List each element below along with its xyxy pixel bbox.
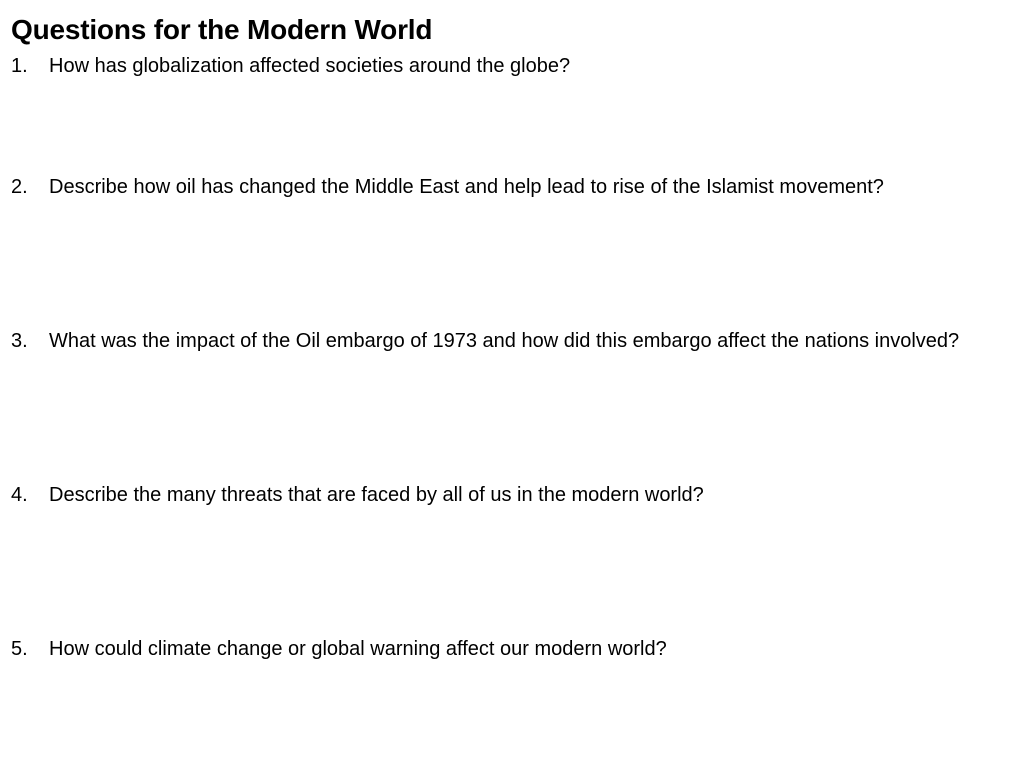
slide-title: Questions for the Modern World [11,14,433,45]
question-text: Describe the many threats that are faced by all of us in the modern world? [49,484,704,506]
question-item [11,326,1001,357]
question-number: 3. [11,330,28,352]
question-number: 1. [11,55,28,77]
question-item [11,480,1001,511]
question-number: 2. [11,176,28,198]
question-number: 4. [11,484,28,506]
question-text: What was the impact of the Oil embargo of 1973 and how did this embargo affect the nations involved? [49,330,960,352]
question-item [11,172,1001,203]
question-text: How could climate change or global warning affect our modern world? [49,638,667,660]
question-text: Describe how oil has changed the Middle East and help lead to rise of the Islamist movement? [49,176,884,198]
question-text: How has globalization affected societies around the globe? [49,55,571,77]
question-item [11,634,1001,665]
question-item [11,51,1001,82]
question-number: 5. [11,638,28,660]
